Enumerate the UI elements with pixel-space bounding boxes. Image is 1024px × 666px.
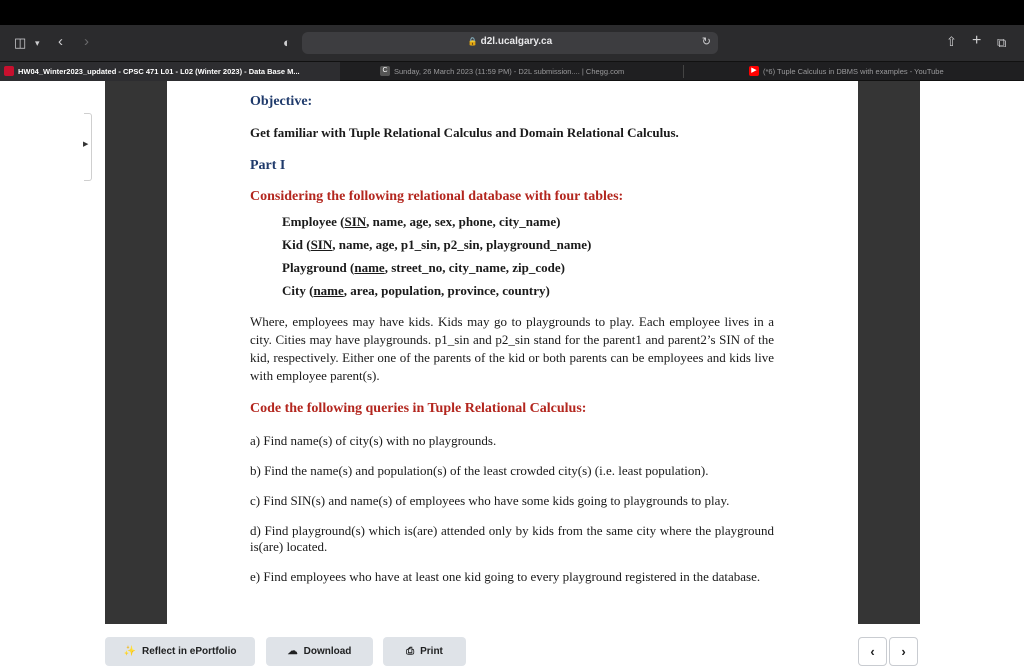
address-bar[interactable] xyxy=(302,32,718,54)
reflect-eportfolio-button[interactable]: ✨ Reflect in ePortfolio xyxy=(105,637,255,666)
next-topic-button[interactable]: › xyxy=(889,637,918,666)
viewer-margin-left xyxy=(105,81,167,624)
caret-right-icon: ▶ xyxy=(83,141,89,148)
forward-icon[interactable]: › xyxy=(84,33,89,50)
chegg-icon: C xyxy=(380,66,390,76)
content-footer xyxy=(0,624,1024,666)
query-d: d) Find playground(s) which is(are) attended only by kids from the same city where the playground is(are) located. xyxy=(250,523,774,554)
query-e: e) Find employees who have at least one kid going to every playground registered in the database. xyxy=(250,569,761,584)
back-icon[interactable]: ‹ xyxy=(58,33,63,50)
tab-strip xyxy=(0,61,1024,81)
query-a: a) Find name(s) of city(s) with no playgrounds. xyxy=(250,433,497,448)
d2l-content-page xyxy=(0,81,1024,666)
sidebar-icon[interactable]: ◫ xyxy=(14,35,27,50)
viewer-margin-right xyxy=(858,81,920,624)
print-button[interactable]: ⎙ Print xyxy=(383,637,466,666)
relation-kid: Kid (SIN, name, age, p1_sin, p2_sin, playground_name) xyxy=(282,237,592,252)
tabs-overview-icon[interactable]: ⧉ xyxy=(997,35,1007,50)
document-viewer xyxy=(167,81,858,624)
tab-chegg[interactable]: C Sunday, 26 March 2023 (11:59 PM) - D2L submission.... | Chegg.com xyxy=(376,62,681,81)
relation-employee: Employee (SIN, name, age, sex, phone, city_name) xyxy=(282,214,561,229)
query-b: b) Find the name(s) and population(s) of the least crowded city(s) (i.e. least population). xyxy=(250,463,709,478)
schema-description: Where, employees may have kids. Kids may go to playgrounds to play. Each employee lives in a city. Cities may have playgrounds. p1_sin and p2_sin stand for the parent1 and parent2’s SIN of the kid, respectively. Either one of the parents of the kid or both parents can be employees and kids live with employee parent(s). xyxy=(250,314,774,383)
ucalgary-icon xyxy=(4,66,14,76)
browser-toolbar xyxy=(0,25,1024,61)
print-icon: ⎙ xyxy=(406,646,415,657)
os-menu-bar xyxy=(0,0,1024,25)
chevron-down-icon[interactable]: ▾ xyxy=(35,38,40,48)
schema-heading: Considering the following relational database with four tables: xyxy=(250,189,624,204)
sidebar-toggle[interactable] xyxy=(84,113,92,181)
download-button[interactable]: ☁ Download xyxy=(266,637,373,666)
tab-hw04[interactable]: HW04_Winter2023_updated - CPSC 471 L01 - L02 (Winter 2023) - Data Base M... xyxy=(0,62,340,81)
youtube-icon: ▶ xyxy=(749,66,759,76)
relation-city: City (name, area, population, province, country) xyxy=(282,283,550,298)
queries-heading: Code the following queries in Tuple Relational Calculus: xyxy=(250,401,587,416)
shield-icon[interactable]: ◐ xyxy=(283,35,291,50)
tab-youtube[interactable]: ▶ (*6) Tuple Calculus in DBMS with examples - YouTube xyxy=(745,62,1024,81)
relation-playground: Playground (name, street_no, city_name, zip_code) xyxy=(282,260,565,275)
lock-icon: 🔒 xyxy=(467,37,478,46)
tab-divider xyxy=(683,65,684,78)
objective-text: Get familiar with Tuple Relational Calculus and Domain Relational Calculus. xyxy=(250,125,679,140)
reload-icon[interactable]: ↻ xyxy=(701,36,711,48)
share-icon[interactable]: ⇧ xyxy=(946,34,957,49)
url-text: 🔒 d2l.ucalgary.ca xyxy=(467,36,553,47)
part-heading: Part I xyxy=(250,158,286,173)
new-tab-icon[interactable]: + xyxy=(972,32,982,49)
download-icon: ☁ xyxy=(287,646,298,657)
objective-heading: Objective: xyxy=(250,94,313,109)
eportfolio-icon: ✨ xyxy=(123,646,136,657)
query-c: c) Find SIN(s) and name(s) of employees who have some kids going to playgrounds to play. xyxy=(250,493,730,508)
previous-topic-button[interactable]: ‹ xyxy=(858,637,887,666)
